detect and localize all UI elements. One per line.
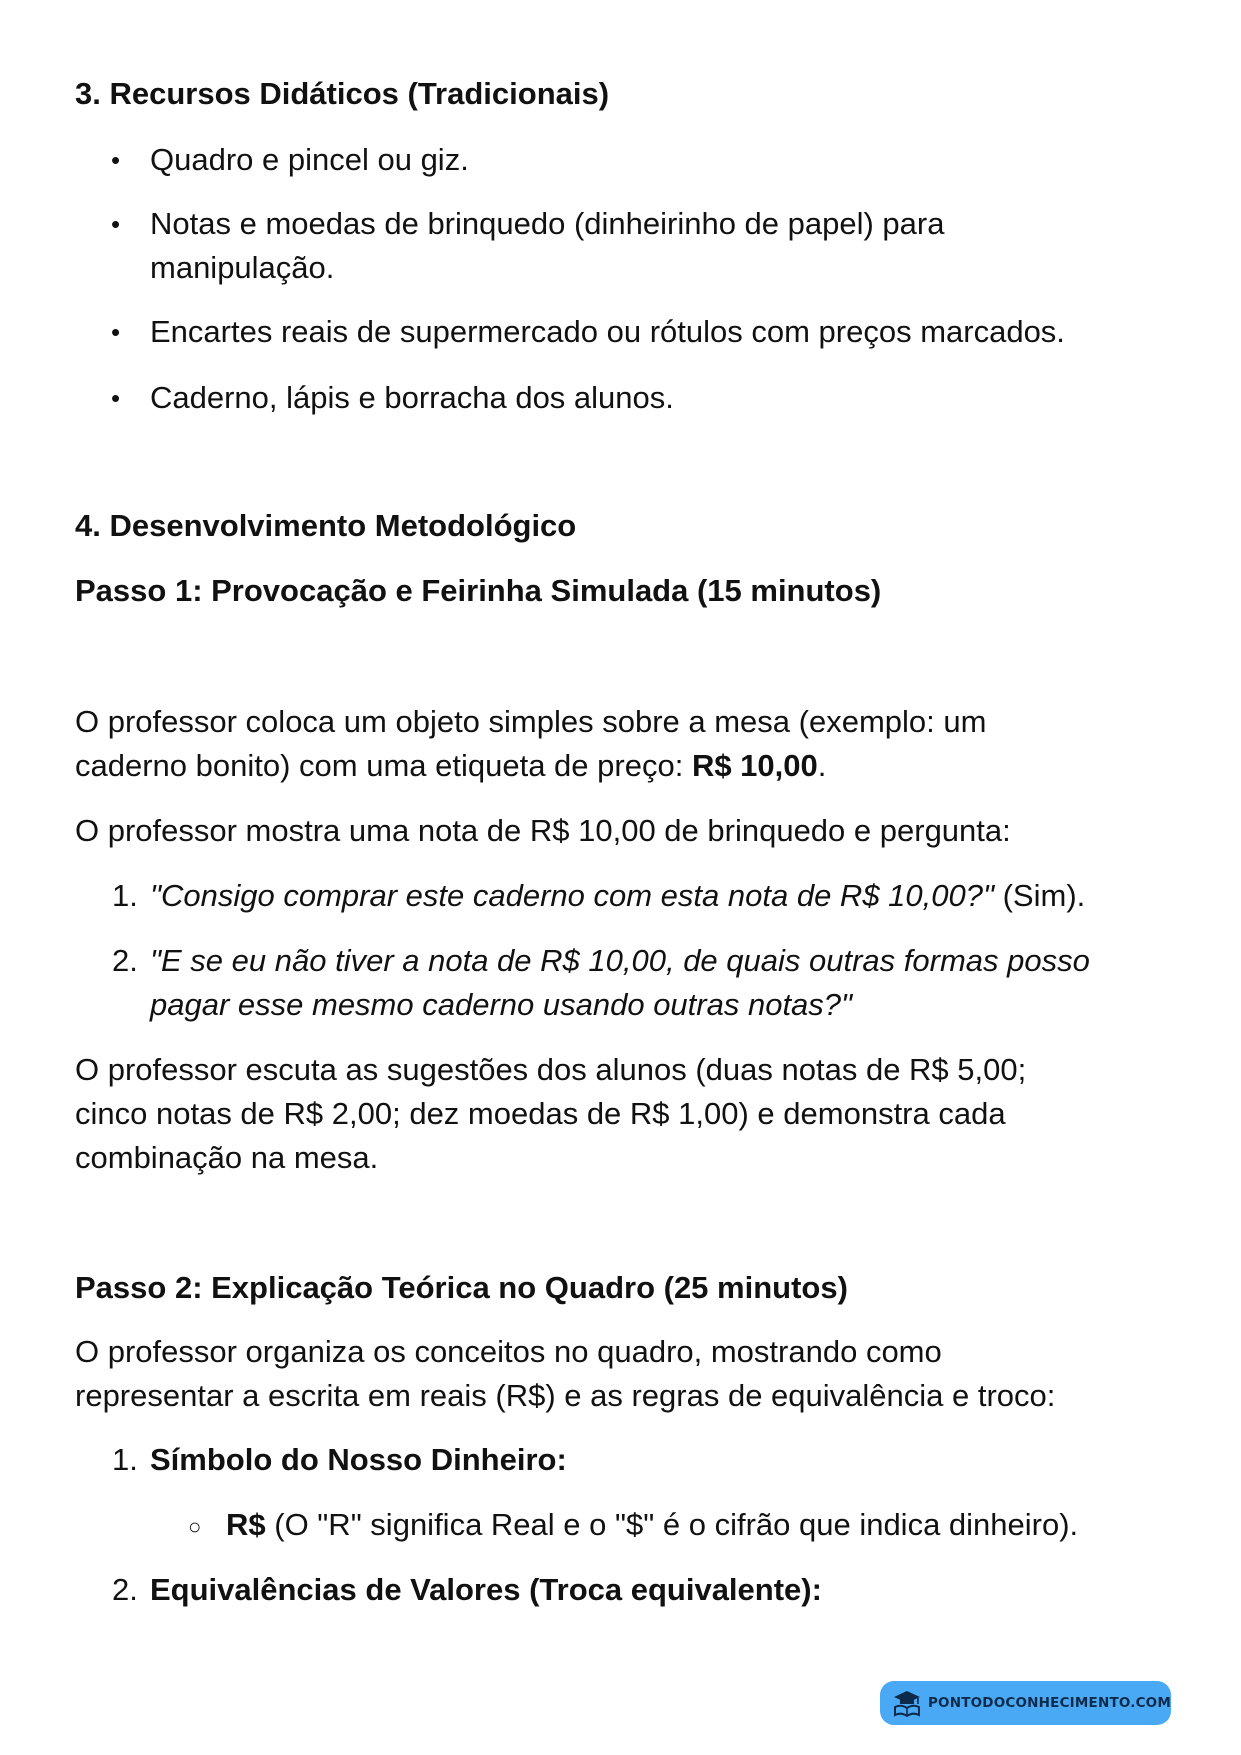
- list-number: 2.: [112, 943, 138, 978]
- bullet-icon: •: [111, 209, 121, 239]
- paragraph-line: [75, 744, 826, 788]
- paragraph-line: O professor coloca um objeto simples sobre a mesa (exemplo: um: [75, 704, 987, 739]
- list-number: 1.: [112, 1442, 138, 1477]
- answer-text: (Sim).: [994, 878, 1086, 913]
- sub-list-item: [226, 1503, 1078, 1547]
- paragraph-line: cinco notas de R$ 2,00; dez moedas de R$ 1,00) e demonstra cada: [75, 1096, 1006, 1131]
- list-item-title: Equivalências de Valores (Troca equivalente):: [150, 1572, 822, 1607]
- passo-2-heading: Passo 2: Explicação Teórica no Quadro (25 minutos): [75, 1270, 848, 1305]
- paragraph-line: O professor mostra uma nota de R$ 10,00 de brinquedo e pergunta:: [75, 813, 1011, 848]
- price-value: R$ 10,00: [691, 748, 818, 783]
- bullet-icon: •: [111, 145, 121, 175]
- bullet-icon: •: [111, 317, 121, 347]
- paragraph-text: caderno bonito) com uma etiqueta de preço:: [75, 748, 692, 783]
- paragraph-line: O professor escuta as sugestões dos alunos (duas notas de R$ 5,00;: [75, 1052, 1027, 1087]
- paragraph-line: combinação na mesa.: [75, 1140, 379, 1175]
- list-number: 2.: [112, 1572, 138, 1607]
- paragraph-line: representar a escrita em reais (R$) e as regras de equivalência e troco:: [75, 1378, 1056, 1413]
- list-number: 1.: [112, 878, 138, 913]
- list-item: Encartes reais de supermercado ou rótulos com preços marcados.: [150, 314, 1065, 349]
- list-item-continuation: manipulação.: [150, 250, 335, 285]
- bullet-icon: •: [111, 383, 121, 413]
- passo-1-heading: Passo 1: Provocação e Feirinha Simulada (15 minutos): [75, 573, 882, 608]
- graduation-cap-book-icon: [892, 1689, 922, 1717]
- list-item-title: Símbolo do Nosso Dinheiro:: [150, 1442, 567, 1477]
- question-item: "E se eu não tiver a nota de R$ 10,00, de quais outras formas posso: [150, 943, 1090, 978]
- circle-bullet-icon: ○: [188, 1514, 202, 1539]
- section-4-heading: 4. Desenvolvimento Metodológico: [75, 508, 577, 543]
- question-item: [150, 874, 1170, 918]
- site-logo-badge: [880, 1681, 1171, 1725]
- paragraph-end: .: [817, 748, 827, 783]
- question-text: "Consigo comprar este caderno com esta nota de R$ 10,00?": [150, 878, 994, 913]
- sub-list-text: (O "R" significa Real e o "$" é o cifrão que indica dinheiro).: [265, 1507, 1079, 1542]
- list-item: Quadro e pincel ou giz.: [150, 142, 469, 177]
- list-item: Caderno, lápis e borracha dos alunos.: [150, 380, 674, 415]
- paragraph-line: O professor organiza os conceitos no quadro, mostrando como: [75, 1334, 942, 1369]
- list-item: Notas e moedas de brinquedo (dinheirinho de papel) para: [150, 206, 945, 241]
- question-item-continuation: pagar esse mesmo caderno usando outras notas?": [150, 987, 853, 1022]
- section-3-heading: 3. Recursos Didáticos (Tradicionais): [75, 76, 610, 111]
- logo-text: PONTODOCONHECIMENTO.COM: [927, 1695, 1171, 1711]
- currency-symbol: R$: [226, 1507, 266, 1542]
